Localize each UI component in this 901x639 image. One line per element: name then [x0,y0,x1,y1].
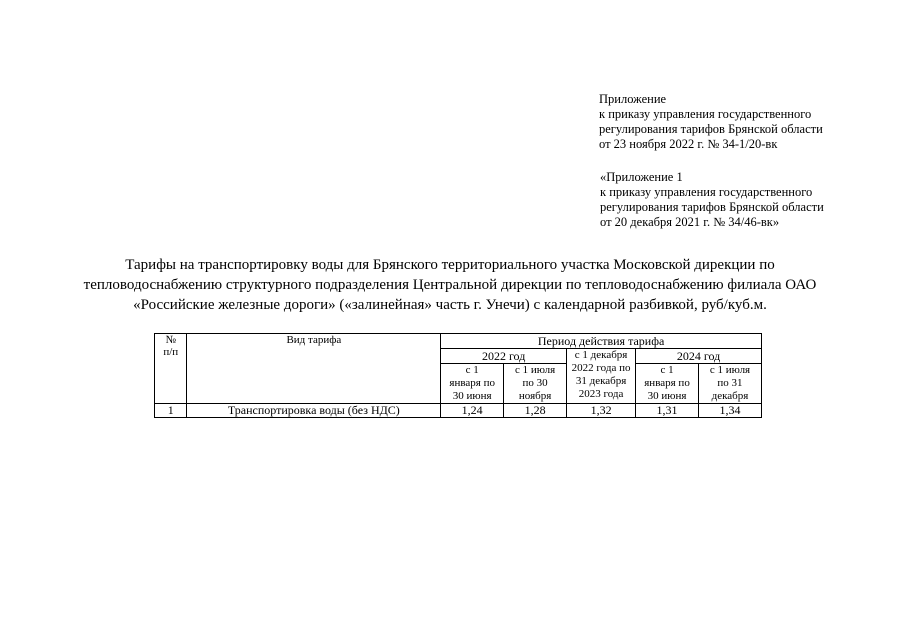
table-header-row [155,334,762,349]
appendix-current-line: Приложение [599,92,667,106]
row-value-2022-jul-nov: 1,28 [504,404,567,418]
header-dec-line: 2022 года по [571,362,631,374]
appendix-previous-line: от 20 декабря 2021 г. № 34/46-вк» [600,215,780,229]
header-sub-line: 30 июня [647,390,687,402]
document-title-line: тепловодоснабжению структурного подразделения Центральной дирекции по тепловодоснабжению филиала ОАО [83,277,817,293]
document-title-line: Тарифы на транспортировку воды для Брянского территориального участка Московской дирекции по [125,257,775,273]
row-value-2024-jul-dec: 1,34 [699,404,762,418]
header-number-cell [155,334,187,404]
document-title [60,255,840,315]
appendix-current-line: к приказу управления государственного [599,107,812,121]
header-sub-line: января по [644,377,690,389]
header-sub-line: с 1 [465,364,479,376]
header-sub-line: с 1 [660,364,674,376]
header-dec-line: 31 декабря [575,375,627,387]
header-number-line2: п/п [163,346,179,358]
header-2022-jan-jun [441,364,504,404]
row-value-dec2022-dec2023: 1,32 [567,404,636,418]
header-dec-line: 2023 года [578,388,624,400]
header-tariff-type: Вид тарифа [187,334,441,404]
header-year-2022: 2022 год [441,349,567,364]
table-row [155,404,762,418]
header-dec-2022-2023 [567,349,636,404]
header-sub-line: с 1 июля [514,364,556,376]
header-sub-line: января по [449,377,495,389]
row-value-2022-jan-jun: 1,24 [441,404,504,418]
appendix-previous-line: регулирования тарифов Брянской области [600,200,824,214]
appendix-header-current [599,92,823,152]
header-dec-line: с 1 декабря [574,349,628,361]
header-2022-jul-nov [504,364,567,404]
header-sub-line: 30 июня [452,390,492,402]
header-2024-jul-dec [699,364,762,404]
row-number: 1 [155,404,187,418]
header-year-2024: 2024 год [636,349,762,364]
header-2024-jan-jun [636,364,699,404]
header-number-line1: № [165,334,176,346]
header-sub-line: декабря [711,390,749,402]
header-sub-line: с 1 июля [709,364,751,376]
appendix-header-previous [600,170,824,230]
row-value-2024-jan-jun: 1,31 [636,404,699,418]
header-tariff-period: Период действия тарифа [441,334,762,349]
appendix-current-line: от 23 ноября 2022 г. № 34-1/20-вк [599,137,778,151]
appendix-previous-line: к приказу управления государственного [600,185,813,199]
appendix-current-line: регулирования тарифов Брянской области [599,122,823,136]
header-sub-line: по 30 [522,377,548,389]
document-title-line: «Российские железные дороги» («залинейная» часть г. Унечи) с календарной разбивкой, руб/куб.м. [133,297,767,313]
header-sub-line: по 31 [717,377,743,389]
tariff-table [154,333,762,418]
header-sub-line: ноября [518,390,552,402]
appendix-previous-line: «Приложение 1 [600,170,683,184]
row-tariff-type: Транспортировка воды (без НДС) [187,404,441,418]
